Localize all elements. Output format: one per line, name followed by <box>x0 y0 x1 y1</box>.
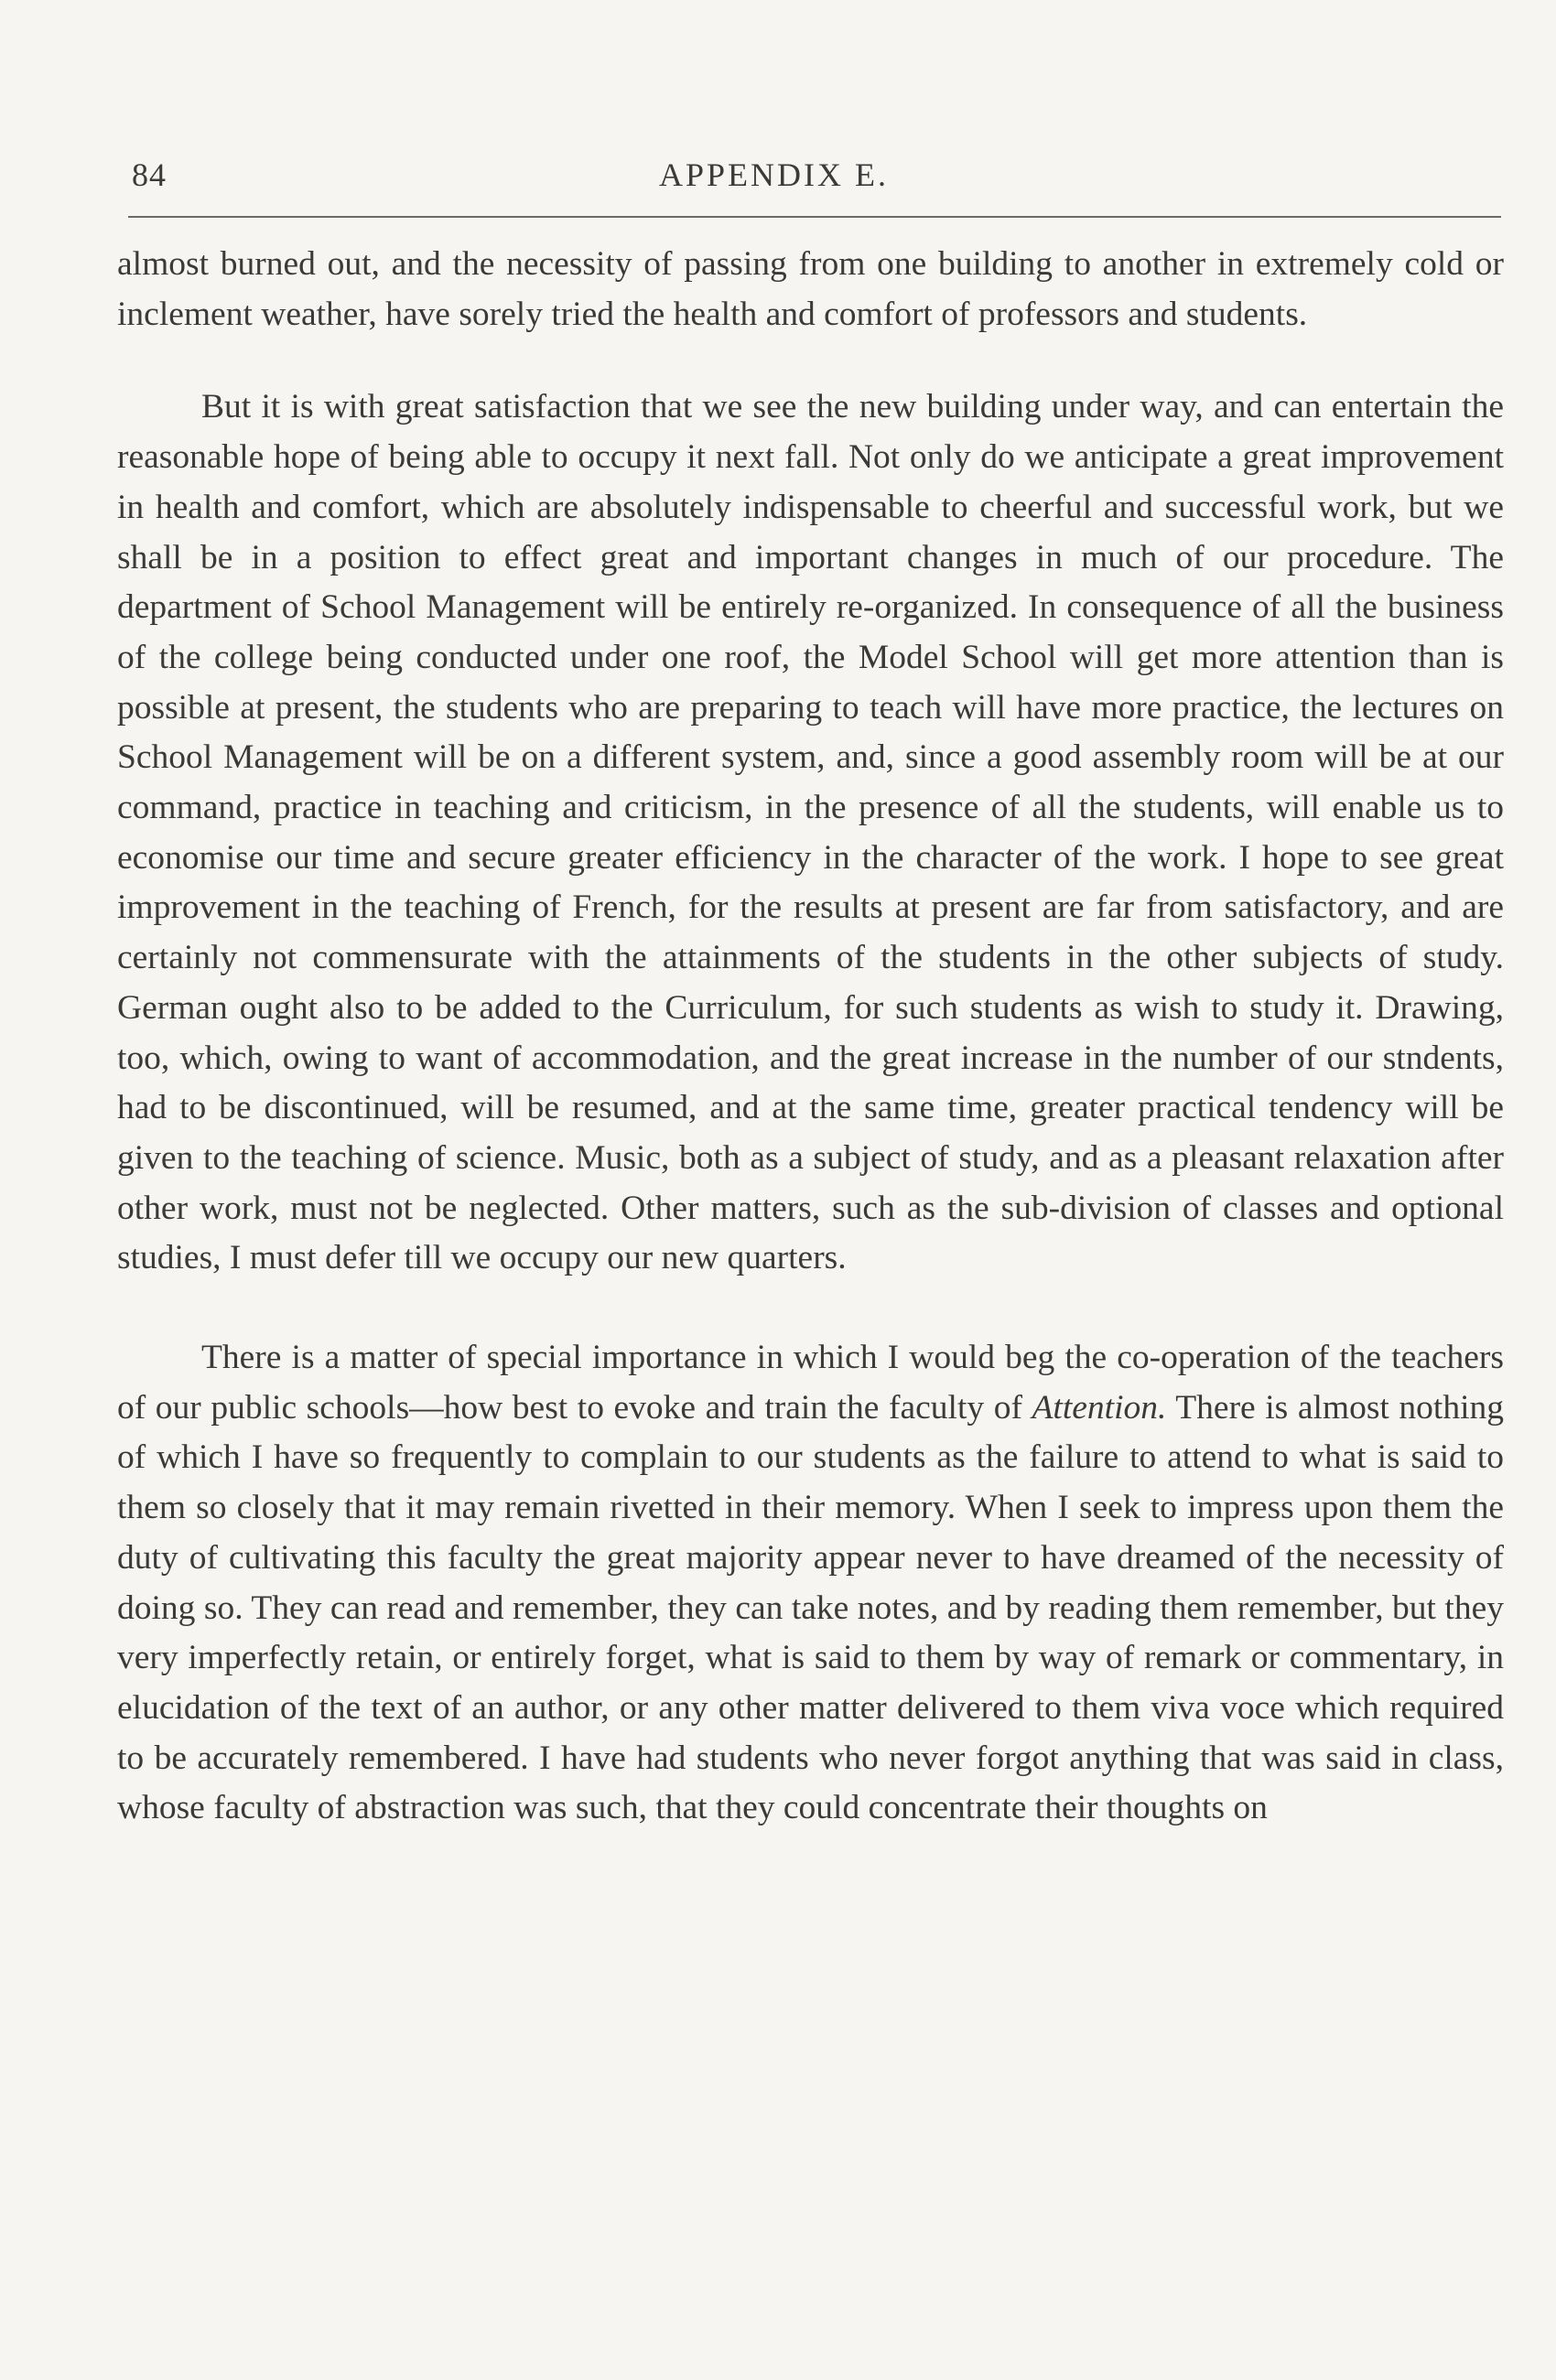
body-text <box>117 240 1504 1834</box>
paragraph-2: But it is with great satisfaction that we see the new building under way, and can entertain the reasonable hope of being able to occupy it next fall. Not only do we anticipate a great improvement in health and comfort, which are absolutely indispensable to cheerful and successful work, but we shall be in a position to effect great and important changes in much of our procedure. The department of School Management will be entirely re-organized. In consequence of all the business of the college being conducted under one roof, the Model School will get more attention than is possible at present, the students who are preparing to teach will have more practice, the lectures on School Management will be on a different system, and, since a good assembly room will be at our command, practice in teaching and criticism, in the presence of all the students, will enable us to economise our time and secure greater efficiency in the character of the work. I hope to see great improvement in the teaching of French, for the results at present are far from satisfactory, and are certainly not commensurate with the attainments of the students in the other subjects of study. German ought also to be added to the Curriculum, for such students as wish to study it. Drawing, too, which, owing to want of accommodation, and the great increase in the number of our stndents, had to be discontinued, will be resumed, and at the same time, greater practical tendency will be given to the teaching of science. Music, both as a subject of study, and as a pleasant relaxation after other work, must not be neglected. Other matters, such as the sub-division of classes and optional studies, I must defer till we occupy our new quarters. <box>117 388 1504 1277</box>
paragraph-3-text-start: There is a matter of special importance in which I would beg the co-operation of the teachers of our public schools—how best to evoke and train the faculty of <box>117 1339 1504 1427</box>
page-number: 84 <box>132 156 167 193</box>
paragraph-spacer <box>117 1284 1504 1333</box>
paragraph-spacer <box>117 339 1504 382</box>
italic-term: Attention. <box>1032 1388 1167 1427</box>
running-head: APPENDIX E. <box>659 156 890 193</box>
paragraph-3-text-end: There is almost nothing of which I have so frequently to complain to our students as the failure to attend to what is said to them so closely that it may remain rivetted in their memory. When I seek to impress upon them the duty of cultivating this faculty the great majority appear never to have dreamed of the necessity of doing so. They can read and remember, they can take notes, and by reading them remember, but they very imperfectly retain, or entirely forget, what is said to them by way of remark or commentary, in elucidation of the text of an author, or any other matter delivered to them viva voce which required to be accurately remembered. I have had students who never forgot anything that was said in class, whose faculty of abstraction was such, that they could concentrate their thoughts on <box>117 1388 1504 1827</box>
paragraph-1: almost burned out, and the necessity of passing from one building to another in extremely cold or inclement weather, have sorely tried the health and comfort of professors and students. <box>117 245 1504 333</box>
paragraph-3 <box>117 1333 1504 1834</box>
header-rule <box>128 216 1501 218</box>
page-header <box>128 146 1501 201</box>
